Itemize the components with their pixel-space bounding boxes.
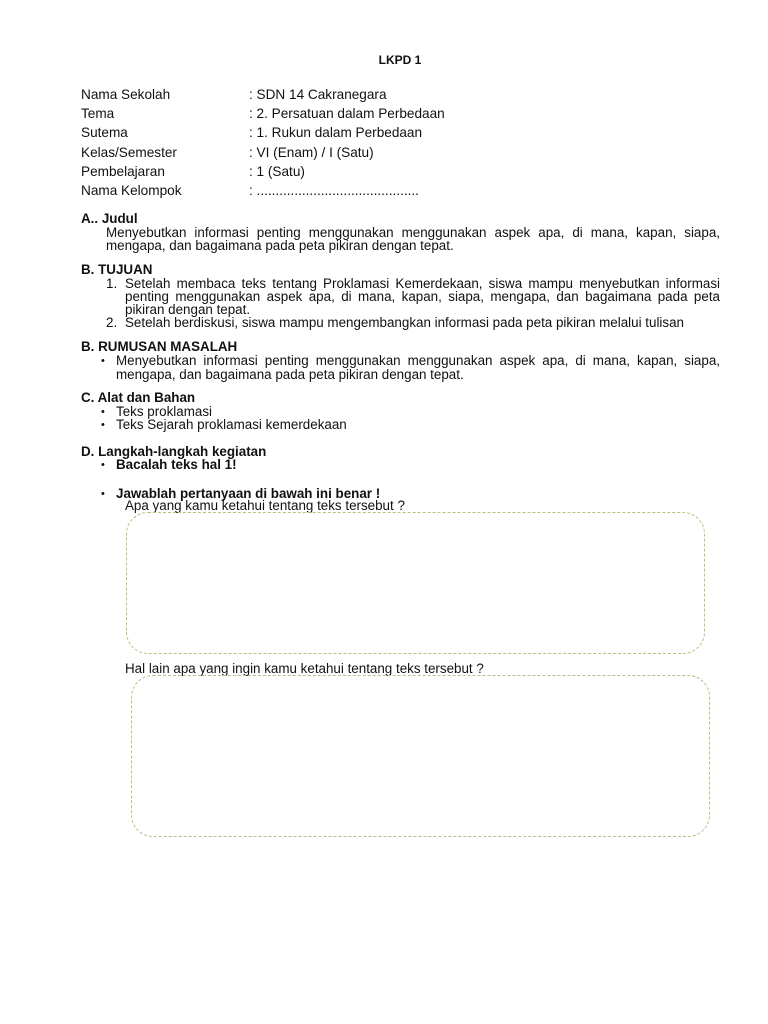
langkah-step-2: Jawablah pertanyaan di bawah ini benar ! xyxy=(116,486,381,501)
bullet-icon: • xyxy=(101,459,105,471)
alat-item-1: Teks proklamasi xyxy=(116,404,212,419)
info-value-subtheme: : 1. Rukun dalam Perbedaan xyxy=(249,125,423,140)
tujuan-number-1: 1. xyxy=(106,276,118,291)
bullet-icon: • xyxy=(101,488,105,500)
page-title: LKPD 1 xyxy=(378,53,422,67)
section-langkah-heading: D. Langkah-langkah kegiatan xyxy=(81,444,267,459)
section-tujuan-heading: B. TUJUAN xyxy=(81,262,153,277)
alat-item-2: Teks Sejarah proklamasi kemerdekaan xyxy=(116,417,347,432)
answer-box-1[interactable] xyxy=(126,512,705,654)
langkah-step-1: Bacalah teks hal 1! xyxy=(116,457,237,472)
answer-box-2[interactable] xyxy=(131,675,710,837)
bullet-icon: • xyxy=(101,419,105,431)
info-label-lesson: Pembelajaran xyxy=(81,164,165,179)
info-value-school: : SDN 14 Cakranegara xyxy=(249,87,387,102)
tujuan-number-2: 2. xyxy=(106,315,118,330)
info-value-theme: : 2. Persatuan dalam Perbedaan xyxy=(249,106,445,121)
tujuan-item1-line3: pikiran dengan tepat. xyxy=(125,302,251,317)
bullet-icon: • xyxy=(101,406,105,418)
info-value-lesson: : 1 (Satu) xyxy=(249,164,305,179)
rumusan-text-line1: Menyebutkan informasi penting menggunakan menggunakan aspek apa, di mana, kapan, siapa, xyxy=(116,353,720,368)
section-rumusan-heading: B. RUMUSAN MASALAH xyxy=(81,339,238,354)
section-alat-heading: C. Alat dan Bahan xyxy=(81,390,196,405)
bullet-icon: • xyxy=(101,355,105,367)
question-1: Apa yang kamu ketahui tentang teks tersebut ? xyxy=(125,498,405,513)
info-label-school: Nama Sekolah xyxy=(81,87,171,102)
judul-text-line1: Menyebutkan informasi penting menggunakan menggunakan aspek apa, di mana, kapan, siapa, xyxy=(106,225,720,240)
info-value-class: : VI (Enam) / I (Satu) xyxy=(249,145,374,160)
info-label-theme: Tema xyxy=(81,106,115,121)
tujuan-item1-line2: penting menggunakan aspek apa, di mana, kapan, siapa, mengapa, dan bagaimana pada peta xyxy=(125,289,720,304)
rumusan-text-line2: mengapa, dan bagaimana pada peta pikiran dengan tepat. xyxy=(116,367,464,382)
info-value-group: : ........................................... xyxy=(249,183,419,198)
judul-text-line2: mengapa, dan bagaimana pada peta pikiran dengan tepat. xyxy=(106,238,454,253)
info-label-class: Kelas/Semester xyxy=(81,145,177,160)
tujuan-item1-line1: Setelah membaca teks tentang Proklamasi Kemerdekaan, siswa mampu menyebutkan informasi xyxy=(125,276,720,291)
section-judul-heading: A.. Judul xyxy=(81,211,138,226)
tujuan-item2: Setelah berdiskusi, siswa mampu mengembangkan informasi pada peta pikiran melalui tulisan xyxy=(125,315,684,330)
question-2: Hal lain apa yang ingin kamu ketahui tentang teks tersebut ? xyxy=(125,661,484,676)
info-label-subtheme: Sutema xyxy=(81,125,128,140)
info-label-group: Nama Kelompok xyxy=(81,183,182,198)
